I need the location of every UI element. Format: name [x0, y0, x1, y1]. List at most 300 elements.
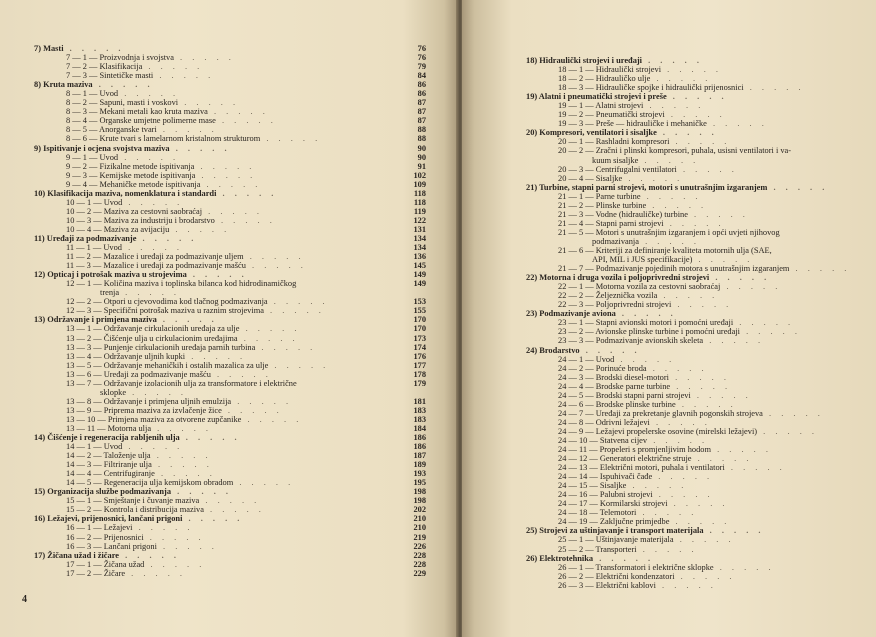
entry-title: 14 — 2 — Taloženje ulja: [66, 451, 151, 461]
entry-title: 7 — 2 — Klasifikacija: [66, 62, 143, 72]
toc-entry: [526, 499, 866, 508]
leader-dots: . . . . .: [713, 562, 775, 572]
entry-page-number: 179: [413, 378, 426, 388]
leader-dots: . . . . .: [122, 243, 183, 253]
leader-dots: . . . . .: [268, 360, 330, 370]
entry-title: 24 — 6 — Brodske plinske turbine: [558, 399, 676, 409]
entry-title: 22) Motorna i druga vozila i poljoprivredni strojevi: [526, 273, 710, 283]
entry-title-continued: kuum sisaljke: [592, 155, 639, 165]
toc-entry: [526, 382, 866, 391]
toc-section: [34, 233, 426, 243]
toc-section: [34, 315, 426, 325]
leader-dots: . . . . .: [122, 197, 184, 207]
toc-entry: [34, 152, 426, 162]
entry-title: 24 — 12 — Generatori električne struje: [558, 454, 692, 464]
entry-title: 8 — 2 — Sapuni, masti i voskovi: [66, 98, 179, 108]
entry-title: 8) Kruta maziva: [34, 80, 93, 90]
toc-entry: [526, 535, 866, 544]
leader-dots: . . . . .: [646, 363, 708, 373]
leader-dots: . . . . .: [642, 56, 703, 65]
entry-page-number: 136: [413, 252, 426, 262]
entry-title: 15) Organizacija službe podmazivanja: [34, 487, 172, 497]
entry-page-number: 187: [413, 451, 426, 461]
entry-title: 24 — 16 — Palubni strojevi: [558, 490, 653, 500]
toc-entry: [34, 451, 426, 461]
leader-dots: . . . . .: [203, 505, 265, 515]
leader-dots: . . . . .: [185, 351, 247, 361]
entry-title: 24 — 4 — Brodske parne turbine: [558, 381, 671, 391]
entry-page-number: 202: [413, 505, 426, 515]
entry-title: 8 — 5 — Anorganske tvari: [66, 125, 157, 135]
toc-entry: [34, 405, 426, 415]
leader-dots: . . . . .: [239, 324, 301, 334]
leader-dots: . . . . .: [169, 224, 231, 234]
entry-page-number: 173: [413, 333, 426, 343]
entry-title: 24 — 15 — Sisaljke: [558, 481, 627, 491]
toc-section: [34, 80, 426, 90]
entry-title: 13 — 9 — Priprema maziva za izvlačenje žice: [66, 405, 222, 415]
leader-dots: . . . . .: [156, 125, 218, 135]
leader-dots: . . . . .: [142, 62, 204, 72]
leader-dots: . . . . .: [647, 435, 709, 445]
toc-entry: [34, 460, 426, 470]
toc-entry: [526, 174, 866, 183]
leader-dots: . . . . .: [156, 315, 218, 325]
toc-entry: [34, 170, 426, 180]
entry-page-number: 153: [413, 297, 426, 307]
leader-dots: . . . . .: [691, 454, 753, 464]
entry-title: 7) Masti: [34, 44, 64, 53]
entry-title: 17 — 2 — Žičare: [66, 568, 126, 578]
entry-title: 24 — 8 — Odrivni ležajevi: [558, 417, 650, 427]
leader-dots: . . . . .: [614, 354, 676, 364]
leader-dots: . . . . .: [739, 327, 801, 337]
entry-page-number: 210: [413, 523, 426, 533]
toc-section: [34, 44, 426, 53]
entry-title: 12 — 3 — Specifični potrošak maziva u raznim strojevima: [66, 306, 264, 316]
leader-dots: . . . . .: [762, 408, 824, 418]
toc-entry: [34, 568, 426, 578]
entry-title: 9 — 2 — Fizikalne metode ispitivanja: [66, 161, 195, 171]
leader-dots: . . . . .: [216, 188, 278, 198]
toc-entry: [526, 210, 866, 219]
entry-title: 16 — 2 — Prijenosnici: [66, 532, 144, 542]
leader-dots: . . . . .: [199, 496, 261, 506]
leader-dots: . . . . .: [690, 390, 752, 400]
toc-entry: [34, 360, 426, 370]
leader-dots: . . . . .: [733, 318, 795, 328]
leader-dots: . . . . .: [593, 553, 655, 563]
toc-entry: [34, 442, 426, 452]
entry-page-number: 226: [413, 541, 426, 551]
entry-title: 13 — 2 — Čišćenje ulja u cirkulacionim uređajima: [66, 333, 238, 343]
entry-title: 24 — 14 — Ispuhivači čađe: [558, 472, 653, 482]
leader-dots: . . . . .: [210, 369, 272, 379]
entry-page-number: 186: [413, 433, 426, 443]
entry-page-number: 131: [413, 224, 426, 234]
entry-title: 22 — 3 — Poljoprivredni strojevi: [558, 300, 672, 310]
entry-page-number: 193: [413, 469, 426, 479]
entry-title: 20 — 2 — Zračni i plinski kompresori, puhala, usisni ventilatori i va-: [558, 146, 792, 156]
toc-entry: [526, 581, 866, 590]
leader-dots: . . . . .: [652, 490, 714, 500]
leader-dots: . . . . .: [638, 236, 700, 246]
toc-section: [526, 346, 866, 355]
toc-entry: [34, 125, 426, 135]
right-page: [462, 0, 876, 637]
leader-dots: . . . . .: [703, 336, 765, 346]
entry-title: 13 — 7 — Održavanje izolacionih ulja za transformatore i električne: [66, 378, 297, 388]
entry-title: 25) Strojevi za uštinjavanje i transport materijala: [526, 526, 704, 536]
toc-entry: [526, 490, 866, 499]
leader-dots: . . . . .: [703, 526, 765, 536]
toc-entry: [34, 333, 426, 343]
entry-title: 15 — 2 — Kontrola i distribucija maziva: [66, 505, 204, 515]
toc-left: [34, 44, 426, 578]
toc-section: [34, 550, 426, 560]
leader-dots: . . . . .: [789, 264, 851, 274]
toc-entry: [526, 508, 866, 517]
leader-dots: . . . . .: [195, 170, 257, 180]
entry-title: 19 — 3 — Preše — hidrauličke i mehaničke: [558, 119, 707, 129]
entry-title: 17 — 1 — Žičana užad: [66, 559, 145, 569]
leader-dots: . . . . .: [126, 387, 187, 397]
toc-entry: [526, 472, 866, 481]
entry-title: 19 — 2 — Pneumatički strojevi: [558, 110, 665, 120]
leader-dots: . . . . .: [638, 155, 700, 165]
leader-dots: . . . . .: [194, 161, 256, 171]
entry-title-continued: API, MIL i JUS specifikacije): [592, 255, 693, 265]
entry-title: 14) Čišćenje i regeneracija rabljenih ulja: [34, 433, 180, 443]
entry-page-number: 134: [413, 243, 426, 253]
entry-title: 13 — 11 — Motorna ulja: [66, 423, 152, 433]
toc-entry: [34, 116, 426, 126]
leader-dots: . . . . .: [144, 559, 206, 569]
toc-entry: [34, 369, 426, 379]
toc-entry: [34, 414, 426, 424]
entry-page-number: 145: [413, 261, 426, 271]
entry-page-number: 183: [413, 414, 426, 424]
entry-title: 24 — 3 — Brodski diesel-motori: [558, 372, 669, 382]
entry-title: 11 — 1 — Uvod: [66, 243, 122, 253]
entry-title-continued: sklopke: [100, 387, 127, 397]
entry-title: 26 — 2 — Električni kondenzatori: [558, 571, 675, 581]
leader-dots: . . . . .: [692, 255, 754, 265]
leader-dots: . . . . .: [656, 128, 718, 138]
entry-title: 7 — 1 — Proizvodnja i svojstva: [66, 53, 174, 63]
leader-dots: . . . . .: [663, 218, 725, 228]
toc-entry: [526, 572, 866, 581]
leader-dots: . . . . .: [652, 472, 714, 482]
toc-section: [526, 526, 866, 535]
leader-dots: . . . . .: [156, 541, 218, 551]
entry-title: 21 — 5 — Motori s unutrašnjim izgaranjem i opći uvjeti njihovog: [558, 227, 780, 237]
entry-title: 23 — 2 — Avionske plinske turbine i pomoćni uređaji: [558, 327, 740, 337]
entry-title: 20 — 4 — Sisaljke: [558, 173, 623, 183]
leader-dots: . . . . .: [724, 463, 786, 473]
entry-page-number: 79: [417, 62, 426, 72]
entry-page-number: 90: [417, 143, 426, 153]
leader-dots: . . . . .: [687, 209, 749, 219]
toc-entry: [34, 107, 426, 117]
toc-entry: [34, 62, 426, 72]
leader-dots: . . . . .: [655, 580, 717, 590]
leader-dots: . . . . .: [666, 92, 728, 102]
entry-title: 17) Žičana užad i žičare: [34, 550, 119, 560]
entry-title: 13 — 3 — Punjenje cirkulacionih uređaja parnih turbina: [66, 342, 256, 352]
leader-dots: . . . . .: [669, 137, 731, 147]
leader-dots: . . . . .: [743, 83, 805, 93]
entry-title: 13) Održavanje i primjena maziva: [34, 315, 157, 325]
toc-entry: [34, 342, 426, 352]
toc-entry: [526, 74, 866, 83]
toc-entry: [526, 454, 866, 463]
leader-dots: . . . . .: [664, 110, 726, 120]
leader-dots: . . . . .: [670, 381, 732, 391]
leader-dots: . . . . .: [118, 89, 180, 99]
entry-page-number: 229: [413, 568, 426, 578]
toc-entry: [34, 89, 426, 99]
entry-page-number: 176: [413, 351, 426, 361]
toc-entry: [526, 83, 866, 92]
entry-title: 20 — 1 — Rashladni kompresori: [558, 137, 670, 147]
leader-dots: . . . . .: [178, 98, 240, 108]
entry-page-number: 122: [413, 215, 426, 225]
toc-section: [526, 309, 866, 318]
leader-dots: . . . . .: [171, 487, 232, 497]
leader-dots: . . . . .: [615, 309, 677, 319]
leader-dots: . . . . .: [154, 469, 216, 479]
entry-title: 24 — 13 — Električni motori, puhala i ventilatori: [558, 463, 725, 473]
leader-dots: . . . . .: [646, 200, 708, 210]
toc-entry: [526, 101, 866, 110]
entry-title: 23 — 1 — Stapni avionski motori i pomoćni uređaji: [558, 318, 734, 328]
entry-title: 10 — 4 — Maziva za avijaciju: [66, 224, 170, 234]
entry-page-number: 86: [417, 89, 426, 99]
entry-page-number: 195: [413, 478, 426, 488]
entry-page-number: 189: [413, 460, 426, 470]
toc-entry: [34, 478, 426, 488]
toc-section: [34, 487, 426, 497]
leader-dots: . . . . .: [657, 291, 719, 301]
entry-title: 13 — 10 — Primjena maziva za otvorene zupčanike: [66, 414, 242, 424]
toc-section: [34, 143, 426, 153]
entry-title: 21 — 2 — Plinske turbine: [558, 200, 647, 210]
leader-dots: . . . . .: [132, 523, 194, 533]
leader-dots: . . . . .: [636, 544, 698, 554]
toc-entry: [34, 532, 426, 542]
toc-entry: [34, 224, 426, 234]
entry-title: 14 — 4 — Centrifugiranje: [66, 469, 155, 479]
leader-dots: . . . . .: [674, 571, 736, 581]
entry-title: 26 — 1 — Transformatori i električne sklopke: [558, 562, 714, 572]
toc-entry: [34, 297, 426, 307]
entry-title: 10 — 2 — Maziva za cestovni saobraćaj: [66, 206, 203, 216]
toc-entry: [526, 146, 866, 164]
entry-title: 16 — 3 — Lančani prigoni: [66, 541, 157, 551]
entry-title: 24 — 18 — Telemotori: [558, 508, 637, 518]
entry-page-number: 86: [417, 80, 426, 90]
entry-page-number: 181: [413, 396, 426, 406]
entry-title: 22 — 2 — Željeznička vozila: [558, 291, 658, 301]
entry-page-number: 183: [413, 405, 426, 415]
leader-dots: . . . . .: [118, 152, 180, 162]
toc-section: [526, 273, 866, 282]
leader-dots: . . . . .: [255, 342, 317, 352]
toc-entry: [526, 427, 866, 436]
toc-entry: [526, 291, 866, 300]
entry-title: 24 — 1 — Uvod: [558, 354, 615, 364]
entry-title: 22 — 1 — Motorna vozila za cestovni saobraćaj: [558, 282, 721, 292]
toc-entry: [526, 436, 866, 445]
toc-entry: [526, 110, 866, 119]
entry-page-number: 87: [417, 98, 426, 108]
entry-page-number: 170: [413, 324, 426, 334]
entry-page-number: 170: [413, 315, 426, 325]
entry-page-number: 184: [413, 423, 426, 433]
leader-dots: . . . . .: [668, 372, 730, 382]
toc-entry: [526, 192, 866, 201]
toc-entry: [526, 137, 866, 146]
toc-entry: [526, 418, 866, 427]
toc-entry: [34, 469, 426, 479]
leader-dots: . . . . .: [671, 300, 733, 310]
leader-dots: . . . . .: [661, 65, 722, 75]
entry-title: 11) Uređaji za podmazivanje: [34, 233, 137, 243]
leader-dots: . . . . .: [150, 451, 212, 461]
leader-dots: . . . . .: [119, 288, 181, 298]
entry-title: 18 — 3 — Hidrauličke spojke i hidraulički prijenosnici: [558, 83, 744, 93]
toc-section: [526, 92, 866, 101]
toc-entry: [526, 65, 866, 74]
entry-title: 15 — 1 — Smještanje i čuvanje maziva: [66, 496, 200, 506]
toc-entry: [526, 563, 866, 572]
toc-entry: [526, 318, 866, 327]
entry-page-number: 102: [413, 170, 426, 180]
entry-title-continued: trenja: [100, 288, 120, 298]
toc-entry: [526, 165, 866, 174]
leader-dots: . . . . .: [122, 442, 184, 452]
toc-entry: [526, 119, 866, 128]
entry-title: 8 — 4 — Organske umjetne polimerne mase: [66, 116, 216, 126]
toc-section: [34, 433, 426, 443]
entry-title: 11 — 2 — Mazalice i uređaji za podmazivanje uljem: [66, 252, 244, 262]
toc-entry: [34, 378, 426, 397]
toc-entry: [526, 246, 866, 264]
leader-dots: . . . . .: [626, 481, 688, 491]
leader-dots: . . . . .: [669, 517, 731, 527]
toc-entry: [526, 264, 866, 273]
entry-title: 10) Klasifikacija maziva, nomenklatura i standardi: [34, 188, 217, 198]
toc-entry: [526, 228, 866, 246]
toc-entry: [526, 355, 866, 364]
entry-title: 20) Kompresori, ventilatori i sisaljke: [526, 128, 657, 138]
toc-entry: [526, 219, 866, 228]
toc-entry: [34, 423, 426, 433]
entry-title: 18) Hidraulički strojevi i uređaji: [526, 56, 643, 65]
entry-title-continued: podmazivanja: [592, 236, 639, 246]
toc-entry: [526, 201, 866, 210]
entry-title: 8 — 6 — Krute tvari s lamelarnom kristalnom strukturom: [66, 134, 261, 144]
entry-title: 13 — 6 — Uređaji za podmazivanje mašću: [66, 369, 211, 379]
entry-title: 24) Brodarstvo: [526, 345, 580, 355]
entry-title: 16) Ležajevi, prijenosnici, lančani prigoni: [34, 514, 183, 524]
toc-entry: [34, 53, 426, 63]
toc-entry: [526, 463, 866, 472]
leader-dots: . . . . .: [767, 182, 829, 192]
leader-dots: . . . . .: [267, 297, 329, 307]
entry-title: 20 — 3 — Centrifugalni ventilatori: [558, 164, 677, 174]
entry-title: 8 — 3 — Mekani metali kao kruta maziva: [66, 107, 208, 117]
entry-title: 21) Turbine, stapni parni strojevi, motori s unutrašnjim izgaranjem: [526, 182, 768, 192]
entry-title: 19) Alatni i pneumatički strojevi i preše: [526, 92, 667, 102]
entry-title: 12 — 1 — Količina maziva i toplinska bilanca kod hidrodinamičkog: [66, 279, 297, 289]
toc-section: [526, 554, 866, 563]
entry-title: 10 — 3 — Maziva za industriju i brodarstvo: [66, 215, 215, 225]
entry-page-number: 198: [413, 487, 426, 497]
entry-page-number: 210: [413, 514, 426, 524]
entry-title: 10 — 1 — Uvod: [66, 197, 123, 207]
entry-title: 14 — 5 — Regeneracija ulja kemijskom obradom: [66, 478, 234, 488]
entry-title: 23) Podmazivanje aviona: [526, 309, 616, 319]
entry-title: 12 — 2 — Otpori u cjevovodima kod tlačnog podmazivanja: [66, 297, 268, 307]
leader-dots: . . . . .: [169, 143, 231, 153]
leader-dots: . . . . .: [143, 532, 205, 542]
toc-entry: [34, 243, 426, 253]
toc-entry: [526, 364, 866, 373]
entry-page-number: 84: [417, 71, 426, 81]
entry-page-number: 76: [417, 44, 426, 53]
toc-section: [526, 128, 866, 137]
leader-dots: . . . . .: [151, 460, 213, 470]
page-number: 4: [22, 594, 27, 605]
toc-entry: [34, 134, 426, 144]
toc-entry: [526, 282, 866, 291]
leader-dots: . . . . .: [643, 101, 705, 111]
leader-dots: . . . . .: [667, 499, 729, 509]
toc-entry: [34, 541, 426, 551]
entry-title: 9) Ispitivanje i ocjena svojstva maziva: [34, 143, 170, 153]
entry-title: 25 — 2 — Transporteri: [558, 544, 637, 554]
toc-entry: [526, 517, 866, 526]
toc-entry: [34, 252, 426, 262]
entry-title: 26) Elektrotehnika: [526, 553, 594, 563]
entry-title: 24 — 17 — Kormilarski strojevi: [558, 499, 668, 509]
entry-title: 16 — 1 — Ležajevi: [66, 523, 133, 533]
entry-title: 21 — 3 — Vodne (hidrauličke) turbine: [558, 209, 688, 219]
leader-dots: . . . . .: [673, 535, 735, 545]
entry-page-number: 87: [417, 107, 426, 117]
entry-page-number: 118: [413, 197, 426, 207]
leader-dots: . . . . .: [215, 116, 277, 126]
leader-dots: . . . . .: [622, 173, 684, 183]
entry-page-number: 186: [413, 442, 426, 452]
toc-section: [34, 514, 426, 524]
entry-title: 13 — 4 — Održavanje uljnih kupki: [66, 351, 186, 361]
entry-page-number: 91: [417, 161, 426, 171]
entry-title: 24 — 10 — Statvena cijev: [558, 435, 648, 445]
leader-dots: . . . . .: [182, 514, 244, 524]
toc-entry: [526, 481, 866, 490]
leader-dots: . . . . .: [263, 306, 325, 316]
leader-dots: . . . . .: [706, 119, 768, 129]
entry-page-number: 149: [413, 270, 426, 280]
leader-dots: . . . . .: [649, 417, 711, 427]
entry-page-number: 149: [413, 279, 426, 289]
leader-dots: . . . . .: [179, 433, 241, 443]
entry-title: 21 — 1 — Parne turbine: [558, 191, 641, 201]
toc-entry: [34, 215, 426, 225]
